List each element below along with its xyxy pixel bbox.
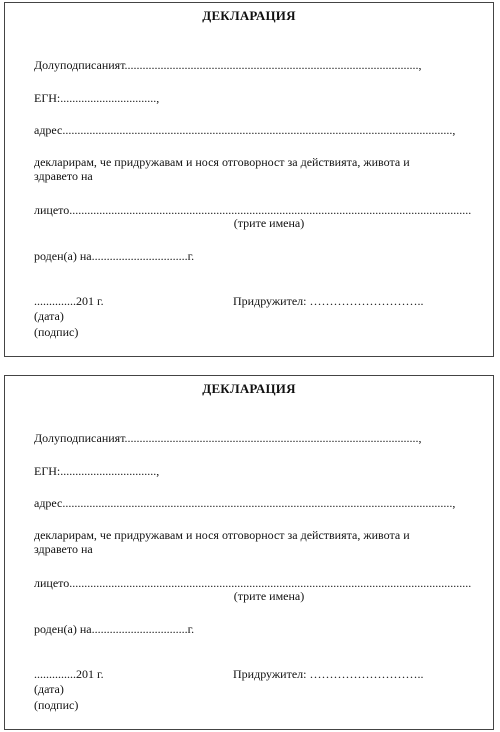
person-name-line: лицето...................................................................................................................................... bbox=[34, 203, 472, 217]
signatory-name-line: Долуподписаният.................................................................................................., bbox=[34, 58, 422, 72]
egn-line: ЕГН:................................, bbox=[34, 464, 160, 478]
companion-signature-line: Придружител: ……………………….. bbox=[233, 294, 424, 308]
companion-signature-line: Придружител: ……………………….. bbox=[233, 667, 424, 681]
date-caption: (дата) bbox=[34, 682, 64, 696]
date-line: ..............201 г. bbox=[34, 667, 104, 681]
full-names-caption: (трите имена) bbox=[233, 216, 305, 230]
date-caption: (дата) bbox=[34, 309, 64, 323]
full-names-caption: (трите имена) bbox=[233, 589, 305, 603]
declaration-form-2 bbox=[4, 375, 494, 730]
declaration-text-line-2: здравето на bbox=[34, 542, 93, 556]
signature-caption: (подпис) bbox=[34, 698, 79, 712]
declaration-text-line-1: декларирам, че придружавам и нося отговорност за действията, живота и bbox=[34, 155, 410, 169]
address-line: адрес.................................................................................................................................., bbox=[34, 123, 456, 137]
signatory-name-line: Долуподписаният.................................................................................................., bbox=[34, 431, 422, 445]
person-name-line: лицето...................................................................................................................................... bbox=[34, 576, 472, 590]
egn-line: ЕГН:................................, bbox=[34, 91, 160, 105]
birth-date-line: роден(а) на................................г. bbox=[34, 622, 195, 636]
form-title: ДЕКЛАРАЦИЯ bbox=[202, 8, 296, 23]
date-line: ..............201 г. bbox=[34, 294, 104, 308]
declaration-text-line-2: здравето на bbox=[34, 169, 93, 183]
form-title: ДЕКЛАРАЦИЯ bbox=[202, 381, 296, 396]
declaration-text-line-1: декларирам, че придружавам и нося отговорност за действията, живота и bbox=[34, 528, 410, 542]
address-line: адрес.................................................................................................................................., bbox=[34, 496, 456, 510]
signature-caption: (подпис) bbox=[34, 325, 79, 339]
birth-date-line: роден(а) на................................г. bbox=[34, 249, 195, 263]
declaration-form-1 bbox=[4, 2, 494, 357]
